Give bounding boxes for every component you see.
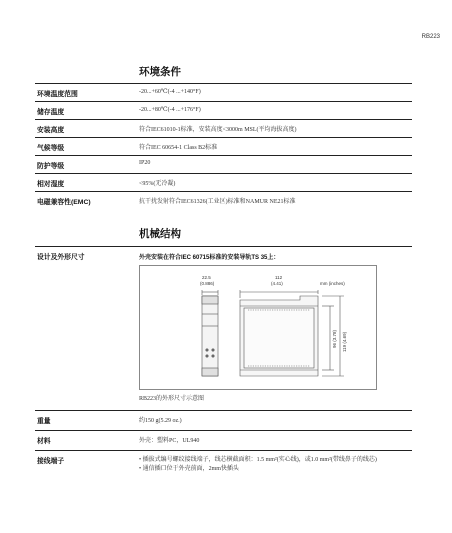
env-label: 气候等级 (37, 145, 65, 152)
weight-value: 约150 g(5.29 oz.) (139, 418, 182, 424)
dim-height-label: 96 (3.78) (332, 329, 337, 348)
env-value: 符合IEC61010-1标准，安装高度<3000m MSL(平均海拔高度) (139, 127, 297, 133)
dim-total-height-label: 119 (4.69) (342, 331, 347, 352)
env-value: -20...+60℃(-4 ...+140°F) (139, 89, 201, 95)
env-label: 防护等级 (37, 163, 65, 170)
dim-depth-inch-label: (4.41) (271, 281, 283, 286)
terminal-bullet-2: • 通信插口位于外壳前面，2mm快插头 (139, 466, 239, 472)
env-label: 安装高度 (37, 127, 65, 134)
weight-label: 重量 (37, 418, 51, 425)
env-value: -20...+80℃(-4 ...+176°F) (139, 107, 201, 113)
env-value: <95%(无冷凝) (139, 181, 176, 187)
env-row-temp (35, 83, 412, 98)
env-label: 储存温度 (37, 109, 65, 116)
front-view (202, 290, 218, 376)
dim-depth-label: 112 (275, 275, 283, 280)
terminal-label: 接线端子 (37, 458, 65, 465)
env-value: 符合IEC 60654-1 Class B2标准 (139, 145, 218, 151)
env-value: IP20 (139, 160, 151, 166)
terminal-bullet-1: • 插拔式编号螺纹接线端子，线芯横截面积：1.5 mm²(实心线)，或1.0 mm²(带线鼻子的线芯) (139, 457, 377, 463)
env-row-climate (35, 137, 412, 152)
env-row-protection (35, 155, 412, 170)
env-section-title: 环境条件 (139, 66, 181, 78)
mech-section-title: 机械结构 (139, 228, 181, 240)
figure-caption: RB223的外形尺寸示意图 (139, 396, 205, 402)
env-row-altitude (35, 119, 412, 134)
mech-row-weight (35, 410, 412, 425)
env-row-humidity (35, 173, 412, 188)
env-row-storage (35, 101, 412, 116)
env-label: 相对湿度 (37, 181, 65, 188)
material-value: 外壳：塑料PC，UL940 (139, 438, 200, 444)
side-view (240, 290, 344, 376)
unit-label: mm (inches) (320, 281, 345, 286)
dimensions-label: 设计及外形尺寸 (37, 254, 85, 261)
dim-width-label: 22.5 (202, 275, 211, 280)
env-label: 电磁兼容性(EMC) (37, 199, 91, 206)
document-code: RB223 (421, 34, 440, 40)
env-value: 抗干扰发射符合IEC61326(工业区)标准和NAMUR NE21标准 (139, 199, 296, 205)
dim-width-inch-label: (0.886) (200, 281, 215, 286)
env-label: 环境温度范围 (37, 91, 78, 98)
mech-row-material (35, 430, 412, 445)
env-row-emc (35, 191, 412, 206)
material-label: 材料 (37, 438, 51, 445)
dimension-drawing-svg (140, 266, 376, 389)
dimension-drawing (139, 265, 377, 390)
dimensions-description: 外壳安装在符合IEC 60715标准的安装导轨TS 35上： (139, 255, 280, 261)
